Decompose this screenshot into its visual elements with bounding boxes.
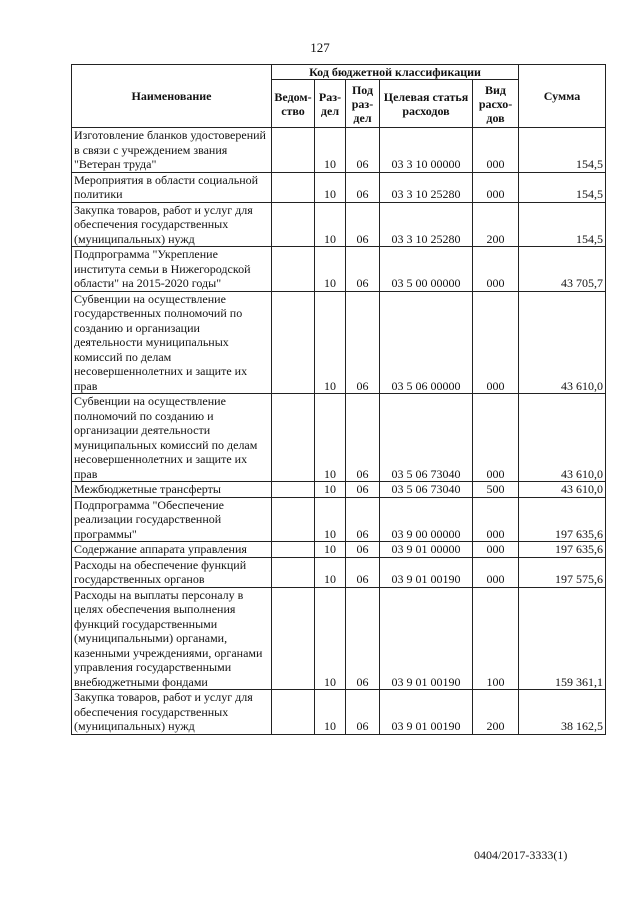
row-amount: 197 635,6 [519,542,606,558]
row-subsection: 06 [346,202,380,247]
row-name: Содержание аппарата управления [72,542,272,558]
row-amount: 38 162,5 [519,690,606,735]
row-expense-type: 000 [473,542,519,558]
row-section: 10 [315,202,346,247]
row-dept [272,542,315,558]
table-row [72,542,606,558]
row-subsection: 06 [346,587,380,690]
row-subsection: 06 [346,394,380,482]
table-row [72,482,606,498]
row-amount: 154,5 [519,128,606,173]
row-target: 03 3 10 25280 [380,172,473,202]
row-section: 10 [315,394,346,482]
row-dept [272,172,315,202]
header-name: Наименование [72,65,272,128]
row-dept [272,291,315,394]
row-section: 10 [315,128,346,173]
row-target: 03 3 10 00000 [380,128,473,173]
row-name: Подпрограмма "Укрепление института семьи в Нижегородской области" на 2015-2020 годы" [72,247,272,292]
table-row [72,247,606,292]
table-row [72,172,606,202]
row-section: 10 [315,247,346,292]
table-row [72,690,606,735]
header-section: Раз-дел [315,80,346,128]
row-section: 10 [315,587,346,690]
row-target: 03 5 06 73040 [380,394,473,482]
row-dept [272,497,315,542]
row-subsection: 06 [346,690,380,735]
row-name: Межбюджетные трансферты [72,482,272,498]
row-dept [272,587,315,690]
row-section: 10 [315,172,346,202]
row-subsection: 06 [346,557,380,587]
row-expense-type: 000 [473,497,519,542]
row-amount: 154,5 [519,172,606,202]
table-row [72,557,606,587]
page-number: 127 [310,40,330,55]
row-target: 03 9 01 00000 [380,542,473,558]
row-expense-type: 000 [473,172,519,202]
row-section: 10 [315,542,346,558]
row-expense-type: 200 [473,690,519,735]
row-name: Мероприятия в области социальной политики [72,172,272,202]
row-section: 10 [315,291,346,394]
row-subsection: 06 [346,247,380,292]
row-target: 03 9 00 00000 [380,497,473,542]
row-target: 03 9 01 00190 [380,690,473,735]
row-expense-type: 200 [473,202,519,247]
row-section: 10 [315,497,346,542]
row-name: Подпрограмма "Обеспечение реализации государственной программы" [72,497,272,542]
row-subsection: 06 [346,482,380,498]
budget-classification-table [71,64,606,735]
row-expense-type: 000 [473,128,519,173]
row-name: Изготовление бланков удостоверений в связи с учреждением звания "Ветеран труда" [72,128,272,173]
row-name: Субвенции на осуществление государственных полномочий по созданию и организации деятельности муниципальных комиссий по делам несовершеннолетних и защите их прав [72,291,272,394]
table-row [72,587,606,690]
row-name: Закупка товаров, работ и услуг для обеспечения государственных (муниципальных) нужд [72,690,272,735]
row-expense-type: 000 [473,291,519,394]
table-body [72,128,606,735]
row-expense-type: 000 [473,557,519,587]
table-row [72,291,606,394]
row-subsection: 06 [346,291,380,394]
row-dept [272,247,315,292]
table-row [72,394,606,482]
header-subsection: Под раз-дел [346,80,380,128]
row-expense-type: 500 [473,482,519,498]
row-section: 10 [315,482,346,498]
row-amount: 43 610,0 [519,291,606,394]
table-row [72,497,606,542]
row-subsection: 06 [346,128,380,173]
row-dept [272,202,315,247]
table-row [72,128,606,173]
row-amount: 43 610,0 [519,482,606,498]
header-code-group: Код бюджетной классификации [272,65,519,80]
header-expense-type: Вид расхо-дов [473,80,519,128]
row-amount: 197 635,6 [519,497,606,542]
row-amount: 154,5 [519,202,606,247]
row-dept [272,128,315,173]
row-subsection: 06 [346,172,380,202]
row-name: Закупка товаров, работ и услуг для обеспечения государственных (муниципальных) нужд [72,202,272,247]
row-section: 10 [315,690,346,735]
row-expense-type: 000 [473,247,519,292]
row-target: 03 5 06 00000 [380,291,473,394]
row-target: 03 9 01 00190 [380,557,473,587]
row-amount: 197 575,6 [519,557,606,587]
header-amount: Сумма [519,65,606,128]
row-dept [272,394,315,482]
document-code: 0404/2017-3333(1) [474,848,568,862]
row-name: Расходы на обеспечение функций государственных органов [72,557,272,587]
row-target: 03 5 06 73040 [380,482,473,498]
row-dept [272,690,315,735]
header-target: Целевая статья расходов [380,80,473,128]
row-target: 03 5 00 00000 [380,247,473,292]
row-amount: 43 610,0 [519,394,606,482]
row-dept [272,557,315,587]
row-section: 10 [315,557,346,587]
row-name: Расходы на выплаты персоналу в целях обеспечения выполнения функций государственными (муниципальными) органами, казенными учреждениями, органами управления государственными внебюджетными фондами [72,587,272,690]
row-amount: 159 361,1 [519,587,606,690]
table-row [72,202,606,247]
row-expense-type: 100 [473,587,519,690]
row-subsection: 06 [346,497,380,542]
row-expense-type: 000 [473,394,519,482]
row-target: 03 9 01 00190 [380,587,473,690]
row-dept [272,482,315,498]
header-dept: Ведом-ство [272,80,315,128]
row-name: Субвенции на осуществление полномочий по созданию и организации деятельности муниципальных комиссий по делам несовершеннолетних и защите их прав [72,394,272,482]
row-target: 03 3 10 25280 [380,202,473,247]
row-subsection: 06 [346,542,380,558]
row-amount: 43 705,7 [519,247,606,292]
